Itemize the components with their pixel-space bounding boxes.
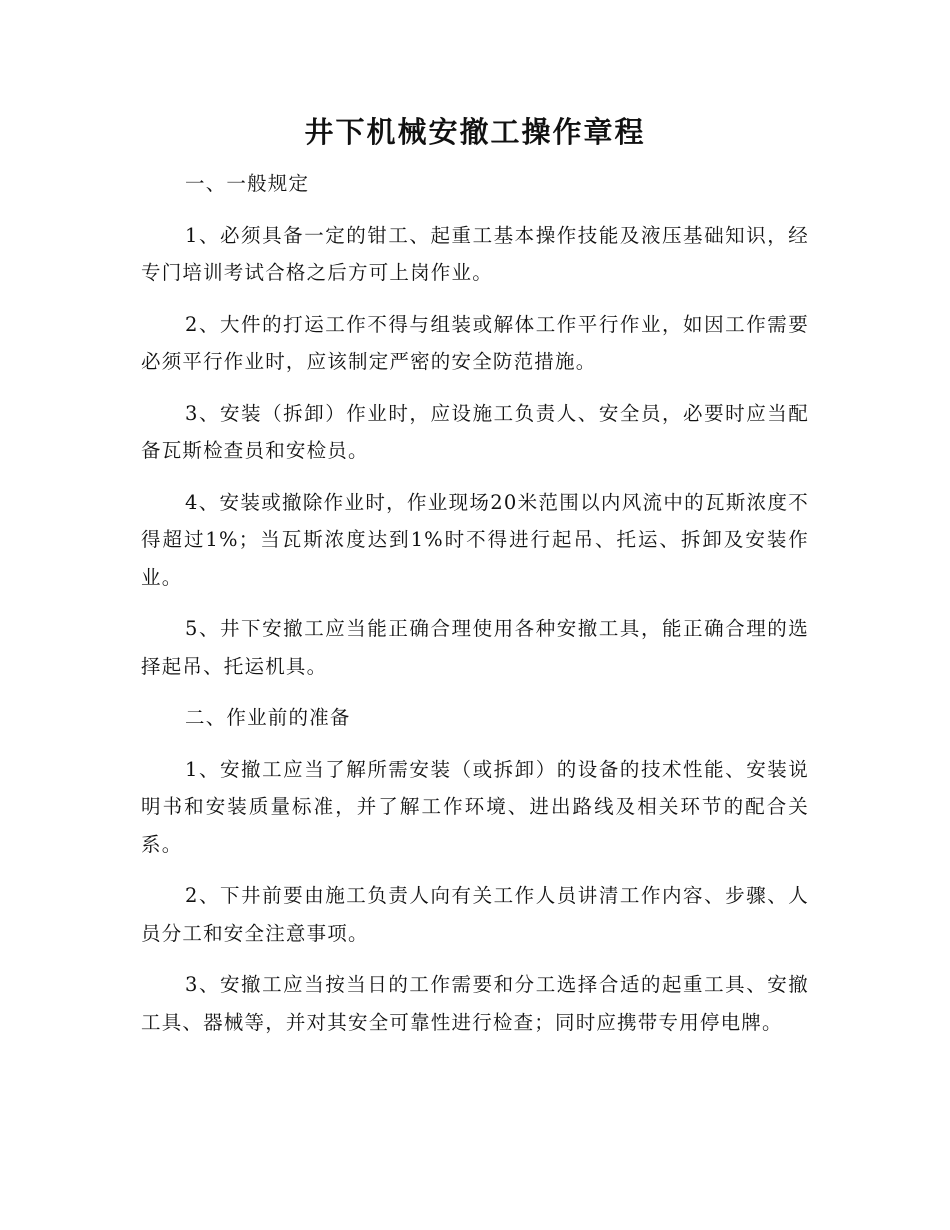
rule-paragraph: 2、下井前要由施工负责人向有关工作人员讲清工作内容、步骤、人员分工和安全注意事项。 — [141, 884, 809, 945]
rule-paragraph: 1、安撤工应当了解所需安装（或拆卸）的设备的技术性能、安装说明书和安装质量标准，并了解工作环境、进出路线及相关环节的配合关系。 — [141, 757, 809, 856]
document-title: 井下机械安撤工操作章程 — [304, 115, 646, 149]
section-heading: 二、作业前的准备 — [185, 706, 351, 729]
rule-paragraph: 3、安撤工应当按当日的工作需要和分工选择合适的起重工具、安撤工具、器械等，并对其安全可靠性进行检查；同时应携带专用停电牌。 — [141, 973, 809, 1034]
rule-paragraph: 5、井下安撤工应当能正确合理使用各种安撤工具，能正确合理的选择起吊、托运机具。 — [141, 617, 809, 678]
section-general-rules — [141, 165, 809, 685]
rule-paragraph: 2、大件的打运工作不得与组装或解体工作平行作业，如因工作需要必须平行作业时，应该制定严密的安全防范措施。 — [141, 312, 809, 373]
section-heading: 一、一般规定 — [185, 172, 310, 195]
rule-paragraph: 1、必须具备一定的钳工、起重工基本操作技能及液压基础知识，经专门培训考试合格之后方可上岗作业。 — [141, 223, 809, 284]
rule-paragraph: 3、安装（拆卸）作业时，应设施工负责人、安全员，必要时应当配备瓦斯检查员和安检员。 — [141, 401, 809, 462]
document-body — [141, 165, 809, 1055]
section-preparation — [141, 699, 809, 1041]
rule-paragraph: 4、安装或撤除作业时，作业现场20米范围以内风流中的瓦斯浓度不得超过1%；当瓦斯浓度达到1%时不得进行起吊、托运、拆卸及安装作业。 — [141, 490, 809, 589]
